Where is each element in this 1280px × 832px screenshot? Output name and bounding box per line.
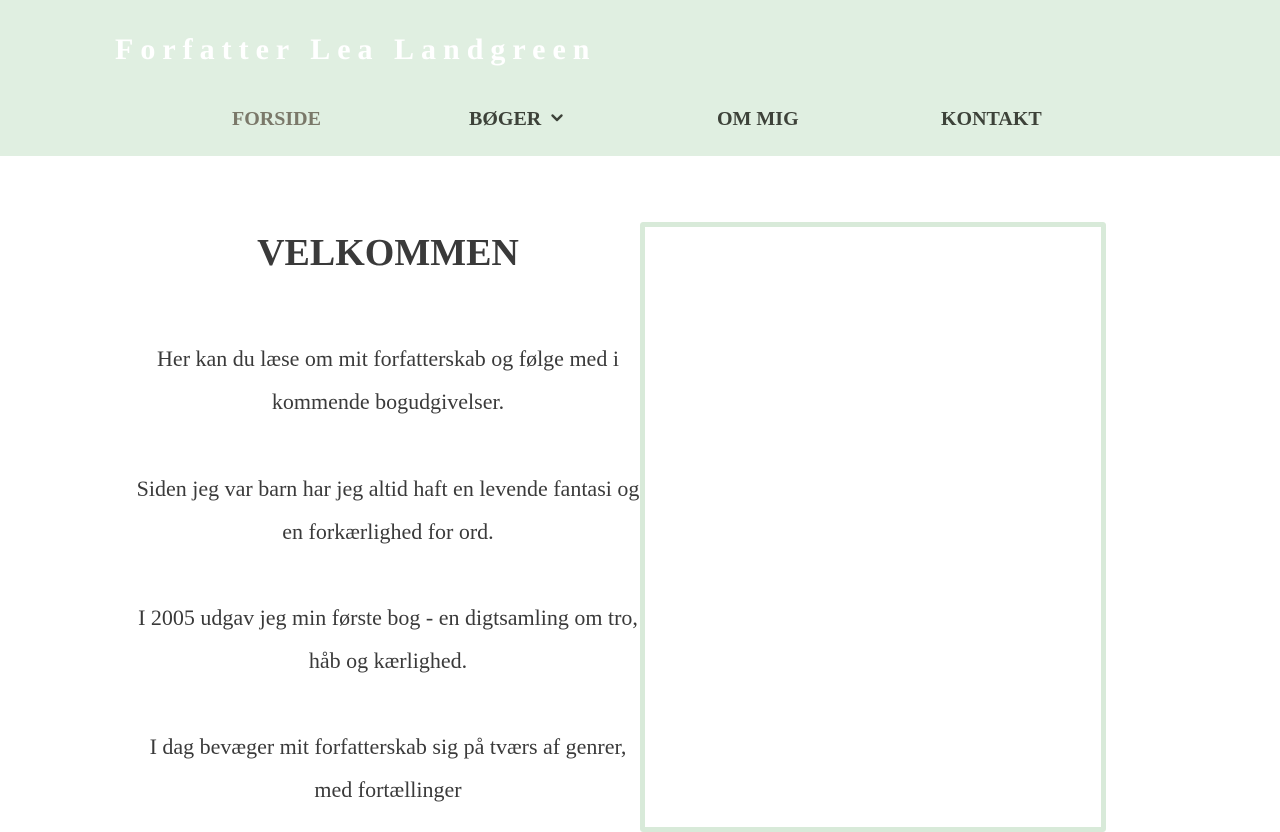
chevron-down-icon[interactable] [549,110,565,126]
welcome-section [136,222,640,811]
welcome-heading: VELKOMMEN [257,232,519,274]
nav-item-boger[interactable] [469,100,565,140]
site-title[interactable]: Forfatter Lea Landgreen [115,33,597,66]
intro-paragraph: Her kan du læse om mit forfatterskab og følge med i kommende bogudgivelser. [157,346,619,414]
first-book-paragraph: I 2005 udgav jeg min første bog - en digtsamling om tro, håb og kærlighed. [138,605,638,673]
main-navigation [0,100,1280,140]
site-header [0,0,1280,156]
nav-item-boger-label: BØGER [469,108,542,130]
childhood-paragraph: Siden jeg var barn har jeg altid haft en levende fantasi og en forkærlighed for ord. [136,476,640,544]
nav-item-kontakt[interactable]: KONTAKT [941,108,1042,130]
genres-paragraph: I dag bevæger mit forfatterskab sig på tværs af genrer, med fortællinger [149,734,627,802]
nav-item-forside[interactable]: FORSIDE [232,108,321,130]
author-image-frame [640,222,1106,832]
nav-item-om-mig[interactable]: OM MIG [717,108,799,130]
